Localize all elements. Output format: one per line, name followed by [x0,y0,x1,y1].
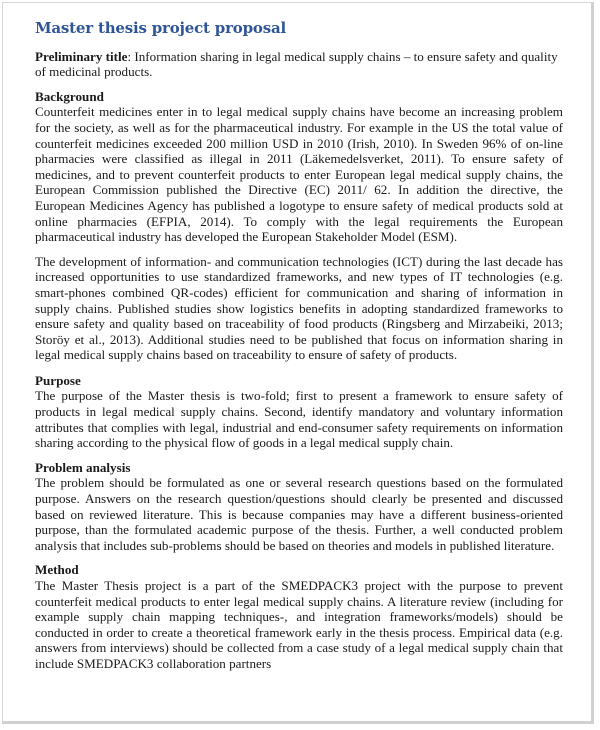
section-paragraph: The development of information- and communication technologies (ICT) during the last decade has increased opportunities to use standardized frameworks, and new types of IT technologies (e.g. smart-phones combined QR-codes) efficient for communication and sharing of information in supply chains. Published studies show logistics benefits in adopting standardized frameworks to ensure safety and quality based on traceability of food products (Ringsberg and Mirzabeiki, 2013; Storöy et al., 2013). Additional studies need to be published that focus on information sharing in legal medical supply chains based on traceability to ensure of safety of products. [35,253,563,363]
section-paragraph: Counterfeit medicines enter in to legal medical supply chains have become an increasing problem for the society, as well as for the pharmaceutical industry. For example in the US the total value of counterfeit medicines exceeded 200 million USD in 2010 (Irish, 2010). In Sweden 96% of on-line pharmacies were classified as illegal in 2011 (Läkemedelsverket, 2011). To ensure safety of medicines, and to prevent counterfeit products to enter European legal medical supply chains, the European Commission published the Directive (EC) 2011/ 62. In addition the directive, the European Medicines Agency has published a logotype to ensure safety of medical products sold at online pharmacies (EFPIA, 2014). To comply with the legal requirements the European pharmaceutical industry has developed the European Stakeholder Model (ESM). [35,104,563,245]
section-heading: Method [35,562,79,578]
section-paragraph: The purpose of the Master thesis is two-fold; first to present a framework to ensure safety of products in legal medical supply chains. Second, identify mandatory and voluntary information attributes that complies with legal, industrial and end-consumer safety requirements on information sharing according to the physical flow of goods in a legal medical supply chain. [35,388,563,451]
section-heading: Background [35,88,104,104]
section-problem-analysis [35,460,563,554]
document-content [35,21,563,681]
preliminary-title-label: Preliminary title [35,48,128,64]
section-paragraph: The problem should be formulated as one or several research questions based on the formulated purpose. Answers on the research question/questions should clearly be presented and discussed based on reviewed literature. This is because companies may have a different business-oriented purpose, than the formulated academic purpose of the thesis. Further, a well conducted problem analysis that includes sub-problems should be based on theories and models in published literature. [35,475,563,553]
document-title: Master thesis project proposal [35,19,286,37]
section-method [35,562,563,671]
section-background [35,89,563,363]
section-heading: Problem analysis [35,459,131,475]
section-heading: Purpose [35,372,81,388]
section-purpose [35,373,563,451]
preliminary-title [35,49,563,80]
preliminary-title-text: : Information sharing in legal medical supply chains – to ensure safety and quality of medicinal products. [35,48,558,80]
document-page [2,2,594,724]
section-paragraph: The Master Thesis project is a part of the SMEDPACK3 project with the purpose to prevent counterfeit medical products to enter legal medical supply chains. A literature review (including for example supply chain mapping techniques-, and integration frameworks/models) should be conducted in order to create a theoretical framework early in the thesis process. Empirical data (e.g. answers from interviews) should be collected from a case study of a legal medical supply chain that include SMEDPACK3 collaboration partners [35,578,563,671]
